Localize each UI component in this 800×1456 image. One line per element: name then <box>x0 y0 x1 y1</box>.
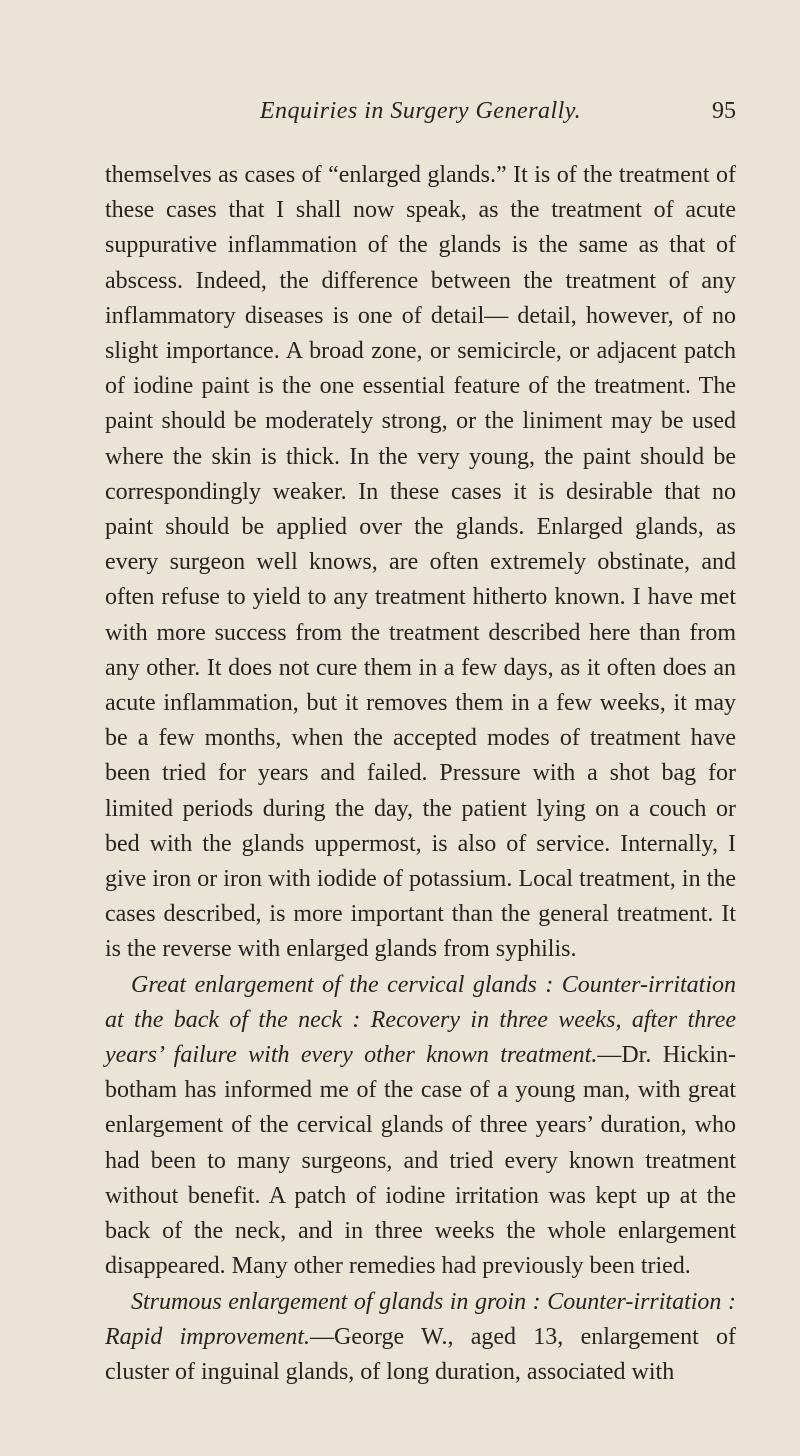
case-heading-inguinal: Strumous enlargement of glands in groin : Counter-irritation : Rapid improvement. <box>105 1288 736 1350</box>
page-number: 95 <box>712 98 736 124</box>
case-paragraph-inguinal <box>105 1285 736 1391</box>
case-heading-cervical: Great enlargement of the cervical glands : Counter-irritation at the back of the neck : Recovery in three weeks, after three years’ failure with every other known treatment. <box>105 971 736 1069</box>
book-page <box>0 98 800 1456</box>
case-text-inguinal: —George W., aged 13, enlargement of cluster of inguinal glands, of long duration, associated with <box>105 1323 736 1385</box>
page-header <box>105 98 736 138</box>
page-body <box>105 158 736 1390</box>
running-head: Enquiries in Surgery Generally. <box>259 98 582 124</box>
paragraph-continuation: themselves as cases of “enlarged glands.” It is of the treatment of these cases that I shall now speak, as the treatment of acute suppurative inflammation of the glands is the same as that of abscess. Indeed, the difference between the treatment of any inflammatory diseases is one of detail— detail, however, of no slight importance. A broad zone, or semicircle, or adjacent patch of iodine paint is the one essential feature of the treatment. The paint should be moderately strong, or the liniment may be used where the skin is thick. In the very young, the paint should be correspondingly weaker. In these cases it is desirable that no paint should be applied over the glands. Enlarged glands, as every surgeon well knows, are often extremely obstinate, and often refuse to yield to any treatment hitherto known. I have met with more success from the treatment described here than from any other. It does not cure them in a few days, as it often does an acute inflammation, but it removes them in a few weeks, it may be a few months, when the accepted modes of treatment have been tried for years and failed. Pressure with a shot bag for limited periods during the day, the patient lying on a couch or bed with the glands uppermost, is also of service. Internally, I give iron or iron with iodide of potassium. Local treatment, in the cases described, is more important than the general treatment. It is the reverse with enlarged glands from syphilis. <box>105 162 736 963</box>
case-paragraph-cervical <box>105 968 736 1285</box>
case-text-cervical: —Dr. Hickin- botham has informed me of the case of a young man, with great enlargement of the cervical glands of three years’ duration, who had been to many surgeons, and tried every known treatment without benefit. A patch of iodine irritation was kept up at the back of the neck, and in three weeks the whole enlargement disappeared. Many other remedies had previously been tried. <box>105 1042 737 1280</box>
